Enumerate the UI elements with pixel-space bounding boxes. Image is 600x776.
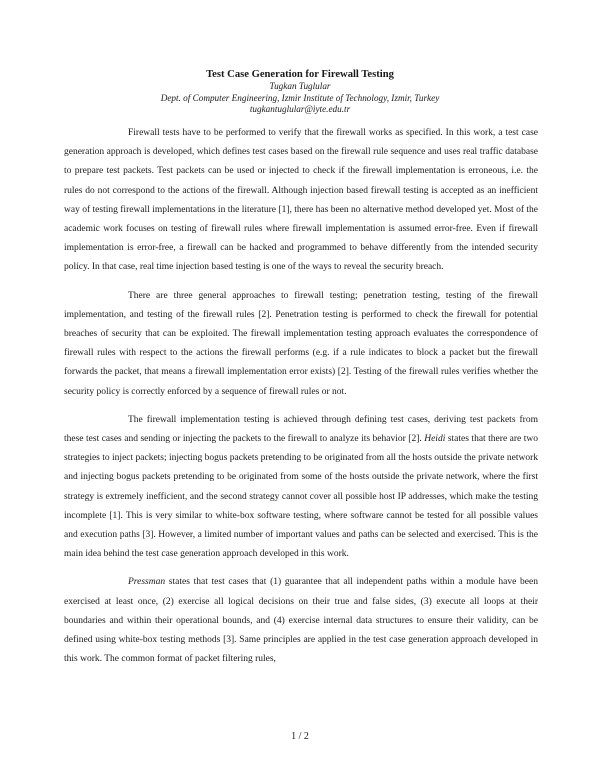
cited-author-pressman: Pressman (128, 577, 166, 588)
paper-body (64, 124, 538, 678)
author-name: Tugkan Tuglular (269, 81, 331, 91)
paragraph-4 (64, 573, 538, 669)
paragraph-1: Firewall tests have to be performed to verify that the firewall works as specified. In this work, a test case generation approach is developed, which defines test cases based on the firewall rule sequence and uses real traffic database to prepare test packets. Test packets can be used or injected to check if the firewall implementation is erroneous, i.e. the rules do not correspond to the actions of the firewall. Although injection based firewall testing is accepted as an inefficient way of testing firewall implementations in the literature [1], there has been no alternative method developed yet. Most of the academic work focuses on testing of firewall rules where firewall implementation is assumed error-free. Even if firewall implementation is error-free, a firewall can be hacked and programmed to behave differently from the intended security policy. In that case, real time injection based testing is one of the ways to reveal the security breach. (64, 128, 538, 273)
paper-header (0, 68, 600, 116)
author-affiliation: Dept. of Computer Engineering, Izmir Institute of Technology, Izmir, Turkey (160, 92, 440, 103)
cited-author-heidi: Heidi (424, 434, 446, 445)
paragraph-4-rest: states that test cases that (1) guarantee that all independent paths within a module have been exercised at least once, (2) exercise all logical decisions on their true and false sides, (3) execute all loops at their boundaries and within their operational bounds, and (4) exercise internal data structures to ensure their validity, can be defined using white-box testing methods [3]. Same principles are applied in the test case generation approach developed in this work. The common format of packet filtering rules, (64, 577, 538, 665)
paragraph-2: There are three general approaches to firewall testing; penetration testing, testing of the firewall implementation, and testing of the firewall rules [2]. Penetration testing is performed to check the firewall for potential breaches of security that can be exploited. The firewall implementation testing approach evaluates the correspondence of firewall rules with respect to the actions the firewall performs (e.g. if a rule indicates to block a packet but the firewall forwards the packet, that means a firewall implementation error exists) [2]. Testing of the firewall rules verifies whether the security policy is correctly enforced by a sequence of firewall rules or not. (64, 290, 538, 397)
paragraph-3-intro: The firewall implementation testing is achieved through defining test cases, deriving test packets from these test cases and sending or injecting the packets to the firewall to analyze its behavior [2]. (64, 414, 538, 445)
author-email: tugkantuglular@iyte.edu.tr (249, 104, 351, 115)
paragraph-3 (64, 411, 538, 565)
page-number: 1 / 2 (291, 731, 309, 742)
paragraph-3-rest: states that there are two strategies to inject packets; injecting bogus packets pretending to be originated from all the hosts outside the private network and injecting bogus packets pretending to be originated from some of the hosts outside the private network, where the first strategy is extremely inefficient, and the second strategy cannot cover all possible host IP addresses, which make the testing incomplete [1]. This is very similar to white-box software testing, where software cannot be tested for all possible values and execution paths [3]. However, a limited number of important values and paths can be selected and exercised. This is the main idea behind the test case generation approach developed in this work. (64, 434, 538, 560)
paper-title: Test Case Generation for Firewall Testing (206, 69, 394, 80)
